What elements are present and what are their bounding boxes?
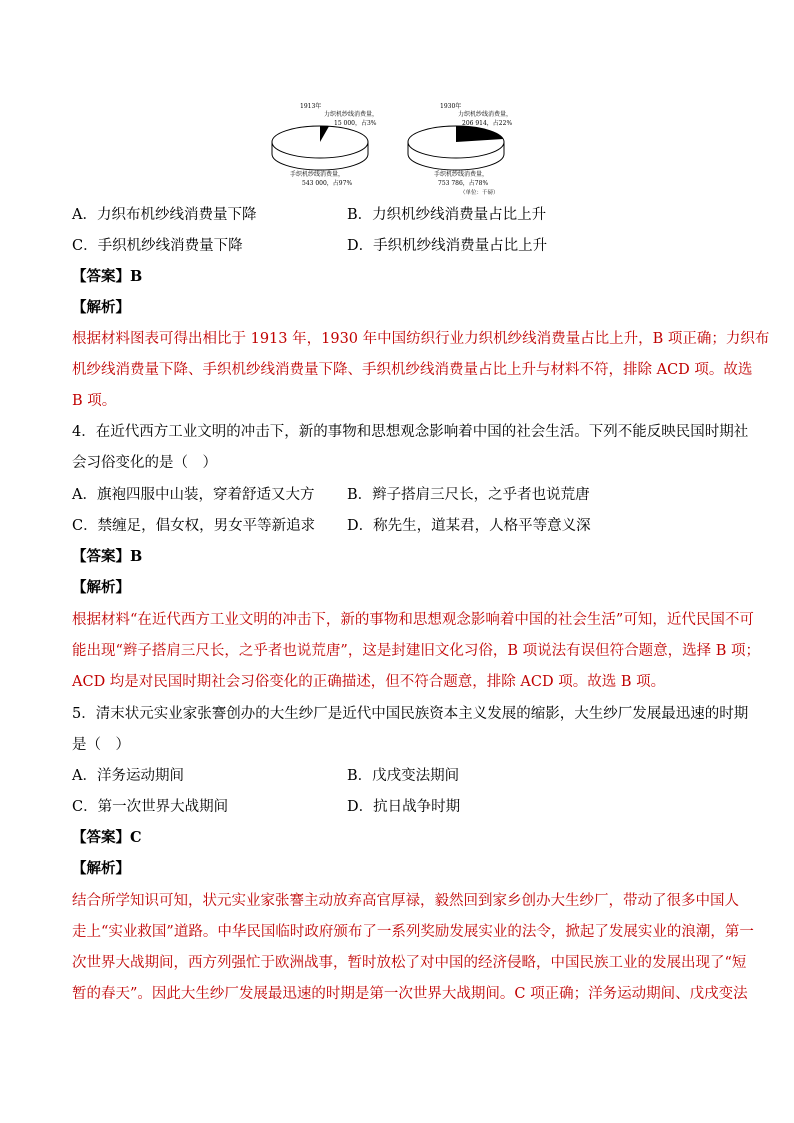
q4-option-a: A．旗袍四服中山装，穿着舒适又大方 xyxy=(72,487,315,503)
q3-option-a: A．力织布机纱线消费量下降 xyxy=(72,207,257,223)
q5-option-c: C．第一次世界大战期间 xyxy=(72,799,229,815)
q4-stem-line-1: 4．在近代西方工业文明的冲击下，新的事物和思想观念影响着中国的社会生活。下列不能反映民国时期社 xyxy=(72,424,749,440)
q5-option-d: D．抗日战争时期 xyxy=(347,799,461,815)
pie-chart-svg xyxy=(262,96,532,200)
q5-stem-line-1: 5．清末状元实业家张謇创办的大生纱厂是近代中国民族资本主义发展的缩影，大生纱厂发展最迅速的时期 xyxy=(72,706,749,722)
pie-1913-bottom-label-1: 手织机纱线消费量， xyxy=(290,171,345,178)
q4-option-c: C．禁缠足，倡女权，男女平等新追求 xyxy=(72,518,316,534)
pie-1913-bottom-label-2: 543 000，占97% xyxy=(302,180,353,187)
q4-analysis-line-1: 根据材料“在近代西方工业文明的冲击下，新的事物和思想观念影响着中国的社会生活”可知，近代民国不可 xyxy=(72,612,754,628)
q4-analysis-heading: 【解析】 xyxy=(72,579,130,596)
q5-stem-line-2: 是（ ） xyxy=(72,737,130,753)
q5-answer: 【答案】C xyxy=(72,829,142,846)
q3-analysis-line-2: 机纱线消费量下降、手织机纱线消费量下降、手织机纱线消费量占比上升与材料不符，排除 ACD 项。故选 xyxy=(72,362,753,378)
pie-1913-year: 1913年 xyxy=(300,103,322,110)
q3-analysis-line-1: 根据材料图表可得出相比于 1913 年，1930 年中国纺织行业力织机纱线消费量占比上升，B 项正确；力织布 xyxy=(72,331,770,347)
q5-analysis-line-3: 次世界大战期间，西方列强忙于欧洲战事，暂时放松了对中国的经济侵略，中国民族工业的发展出现了“短 xyxy=(72,955,747,971)
q4-answer: 【答案】B xyxy=(72,548,143,565)
q4-analysis-line-3: ACD 均是对民国时期社会习俗变化的正确描述，但不符合题意，排除 ACD 项。故选 B 项。 xyxy=(72,674,666,690)
pie-1930-unit-note: （单位：千磅） xyxy=(460,190,499,196)
q4-option-b: B．辫子搭肩三尺长，之乎者也说荒唐 xyxy=(347,487,590,503)
pie-1930 xyxy=(408,102,512,196)
pie-1930-top-label-2: 206 914，占22% xyxy=(462,120,513,127)
q5-option-a: A．洋务运动期间 xyxy=(72,768,184,784)
pie-1930-year: 1930年 xyxy=(440,103,462,110)
q3-option-b: B．力织机纱线消费量占比上升 xyxy=(347,207,547,223)
pie-1913-top-label-2: 15 000，占3% xyxy=(334,120,377,127)
q3-analysis-heading: 【解析】 xyxy=(72,299,130,316)
q4-stem-line-2: 会习俗变化的是（ ） xyxy=(72,455,217,471)
q3-option-d: D．手织机纱线消费量占比上升 xyxy=(347,238,548,254)
q3-answer: 【答案】B xyxy=(72,268,143,285)
q5-analysis-line-1: 结合所学知识可知，状元实业家张謇主动放弃高官厚禄，毅然回到家乡创办大生纱厂，带动了很多中国人 xyxy=(72,893,739,909)
pie-1913-top-label-1: 力织机纱线消费量， xyxy=(324,111,379,118)
q3-option-c: C．手织机纱线消费量下降 xyxy=(72,238,243,254)
pie-chart-figure xyxy=(262,96,532,200)
q4-option-d: D．称先生，道某君，人格平等意义深 xyxy=(347,518,591,534)
q5-analysis-line-2: 走上“实业救国”道路。中华民国临时政府颁布了一系列奖励发展实业的法令，掀起了发展实业的浪潮，第一 xyxy=(72,924,754,940)
pie-1930-top-label-1: 力织机纱线消费量， xyxy=(458,111,513,118)
pie-1913 xyxy=(272,102,378,187)
pie-1930-bottom-label-1: 手织机纱线消费量， xyxy=(434,171,489,178)
q5-analysis-heading: 【解析】 xyxy=(72,860,130,877)
q5-option-b: B．戊戌变法期间 xyxy=(347,768,460,784)
q3-analysis-line-3: B 项。 xyxy=(72,393,117,409)
pie-1930-bottom-label-2: 753 786，占78% xyxy=(438,180,489,187)
q5-analysis-line-4: 暂的春天”。因此大生纱厂发展最迅速的时期是第一次世界大战期间。C 项正确；洋务运动期间、戊戌变法 xyxy=(72,986,748,1002)
q4-analysis-line-2: 能出现“辫子搭肩三尺长，之乎者也说荒唐”，这是封建旧文化习俗，B 项说法有误但符合题意，选择 B 项； xyxy=(72,643,760,659)
